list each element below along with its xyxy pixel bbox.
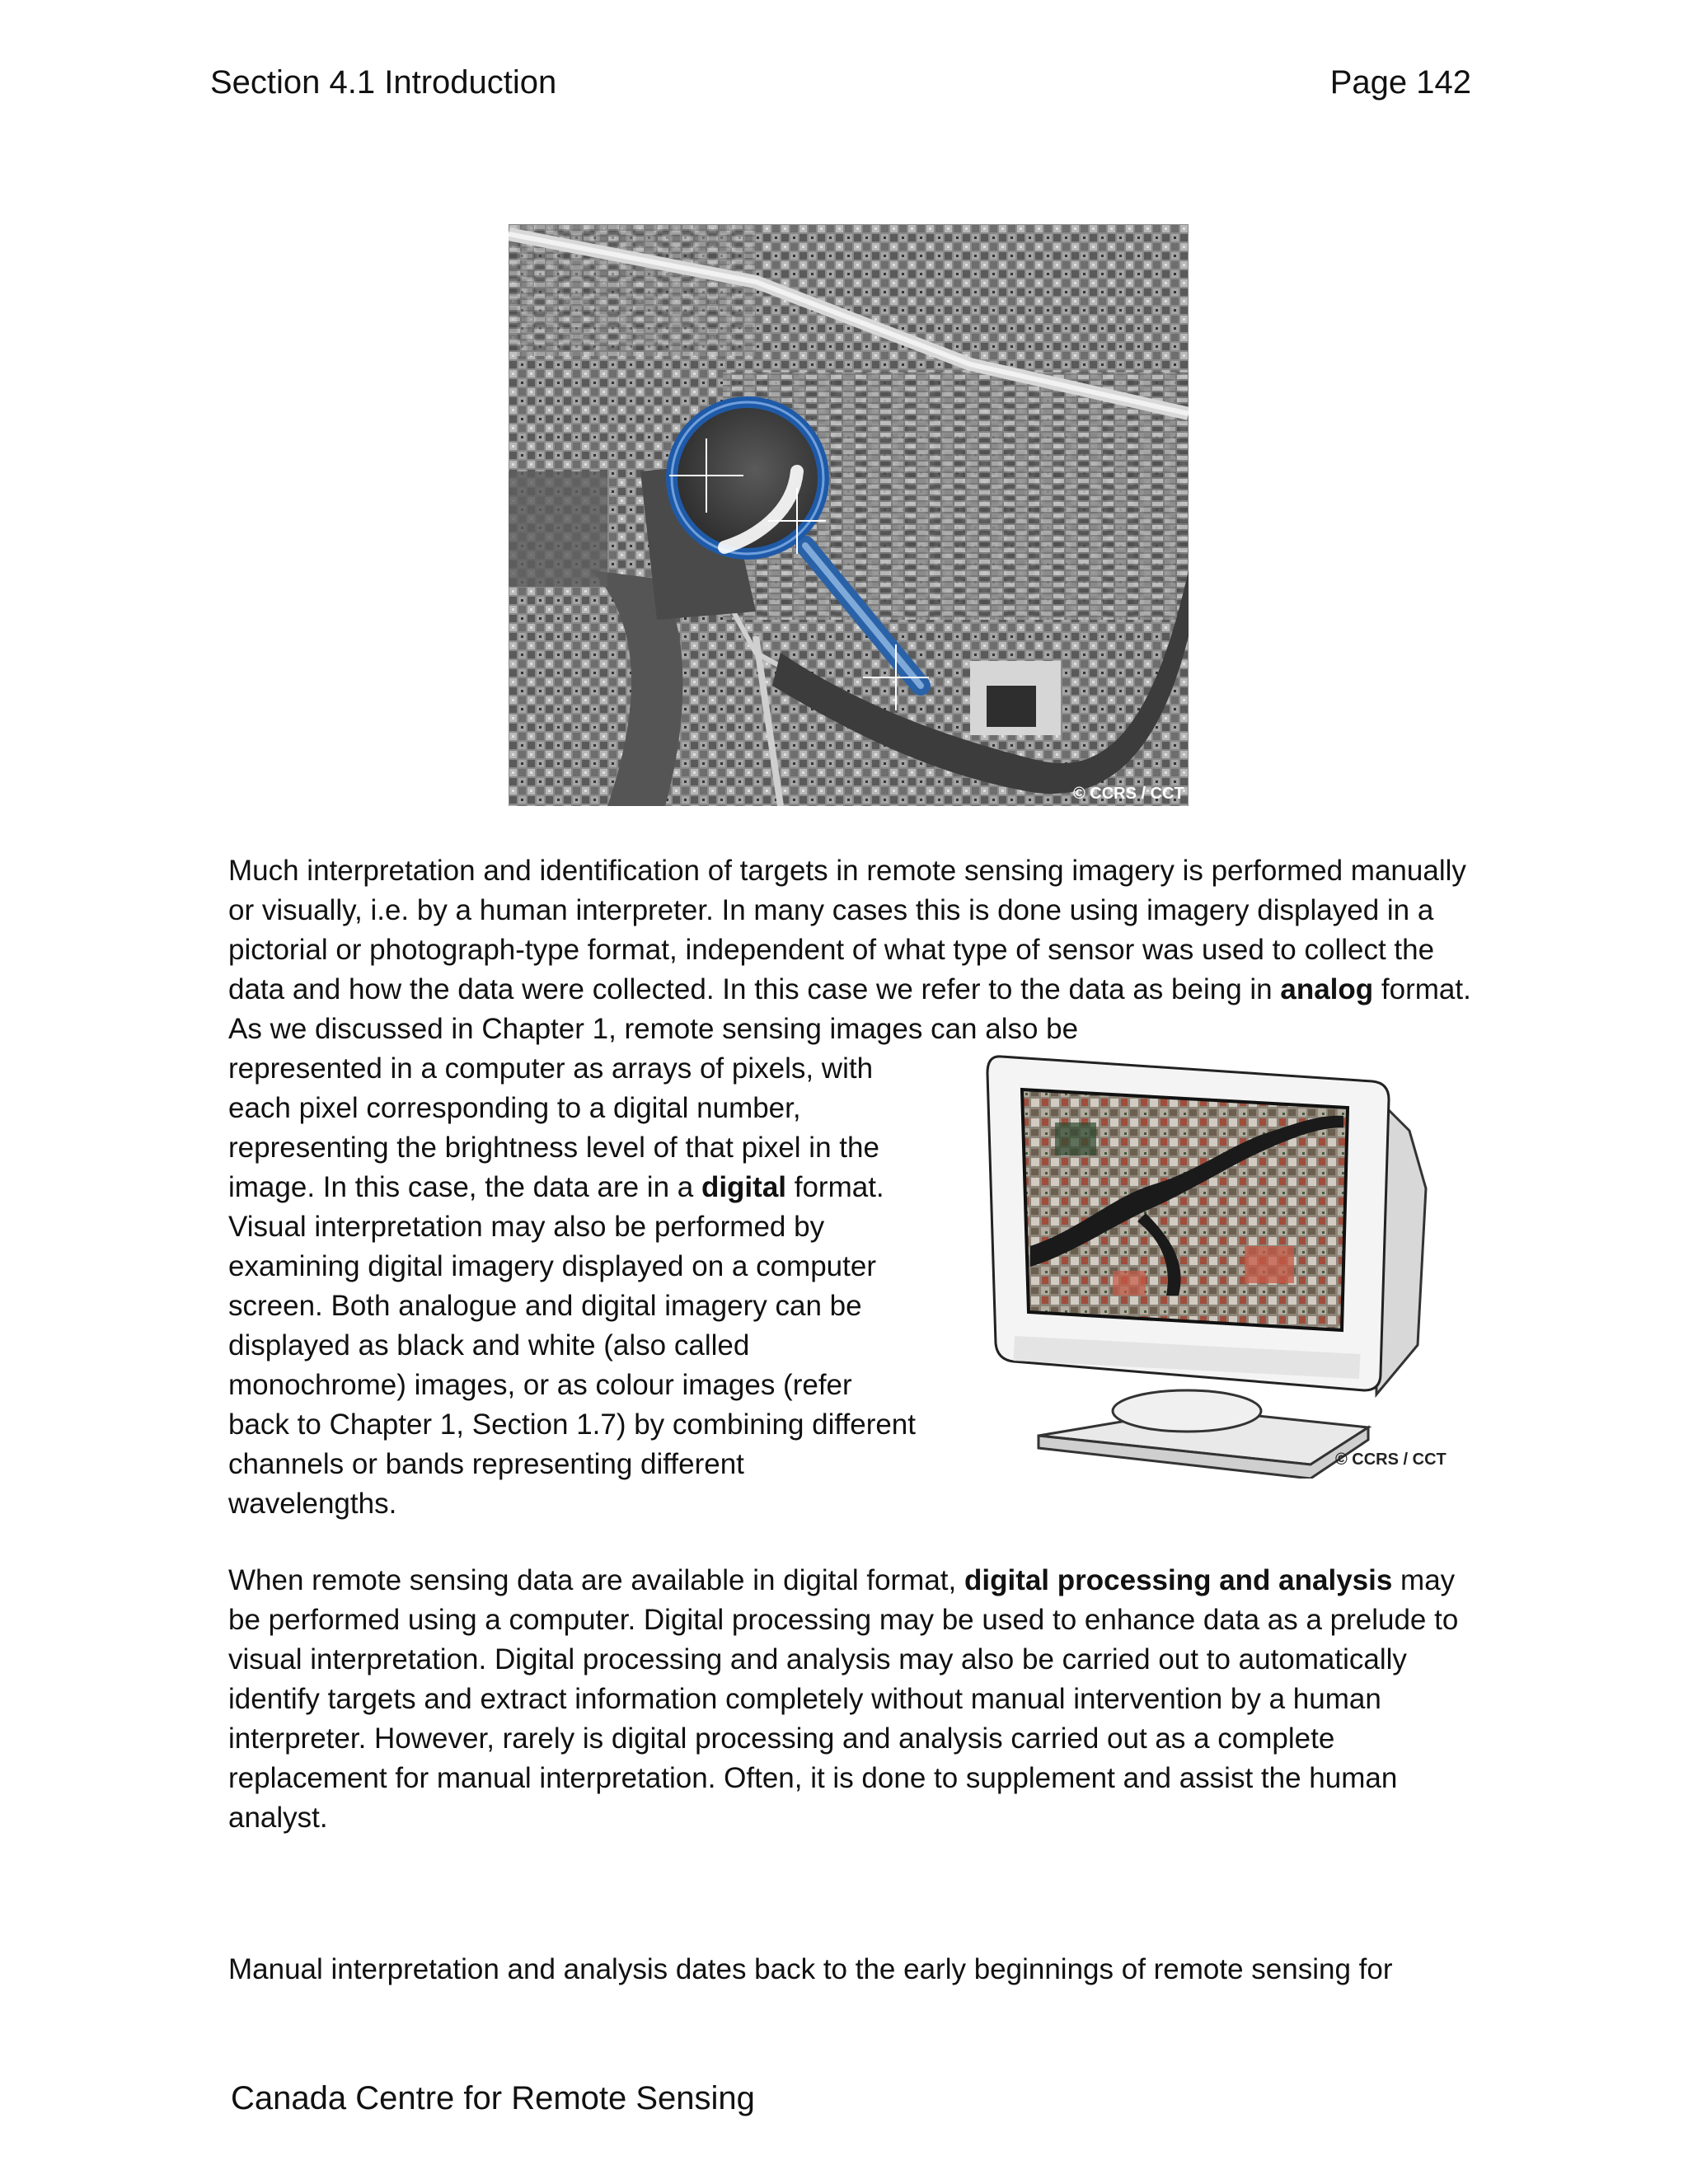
footer-organization: Canada Centre for Remote Sensing — [231, 2080, 755, 2116]
page-number: Page 142 — [1329, 64, 1471, 101]
section-header: Section 4.1 Introduction — [210, 64, 557, 101]
aerial-photo-magnifier-figure — [509, 224, 1189, 806]
photo-credit — [1073, 785, 1184, 803]
paragraph-digital: represented in a computer as arrays of pixels, with each pixel corresponding to a digital number, representing the brightness level of that pixel in the image. In this case, the data are in a digital format. Visual interpretation may also be performed by examining digital imagery displayed on a computer screen. Both analogue and digital imagery can be displayed as black and white (also called monochrome) images, or as colour images (refer back to Chapter 1, Section 1.7) by combining different channels or bands representing different wavelengths. — [228, 1052, 917, 1520]
paragraph-digital-processing: When remote sensing data are available in digital format, digital processing and analysis may be performed using a computer. Digital processing may be used to enhance data as a prelude to visual interpretation. Digital processing and analysis may also be carried out to automatically identify targets and extract information completely without manual intervention by a human interpreter. However, rarely is digital processing and analysis carried out as a complete replacement for manual interpretation. Often, it is done to supplement and assist the human analyst. — [228, 1564, 1459, 1834]
paragraph-analog: Much interpretation and identification of targets in remote sensing imagery is performed manually or visually, i.e. by a human interpreter. In many cases this is done using imagery displayed in a pictorial or photograph-type format, independent of what type of sensor was used to collect the data and how the data were collected. In this case we refer to the data as being in analog format. As we discussed in Chapter 1, remote sensing images can also be — [228, 855, 1471, 1045]
computer-monitor-figure — [981, 1048, 1469, 1479]
svg-text:© CCRS / CCT: © CCRS / CCT — [1335, 1451, 1447, 1469]
svg-text:© CCRS / CCT: © CCRS / CCT — [1073, 785, 1184, 803]
monitor-credit — [1335, 1451, 1447, 1469]
paragraph-manual-interpretation: Manual interpretation and analysis dates back to the early beginnings of remote sensing for — [228, 1953, 1393, 1985]
